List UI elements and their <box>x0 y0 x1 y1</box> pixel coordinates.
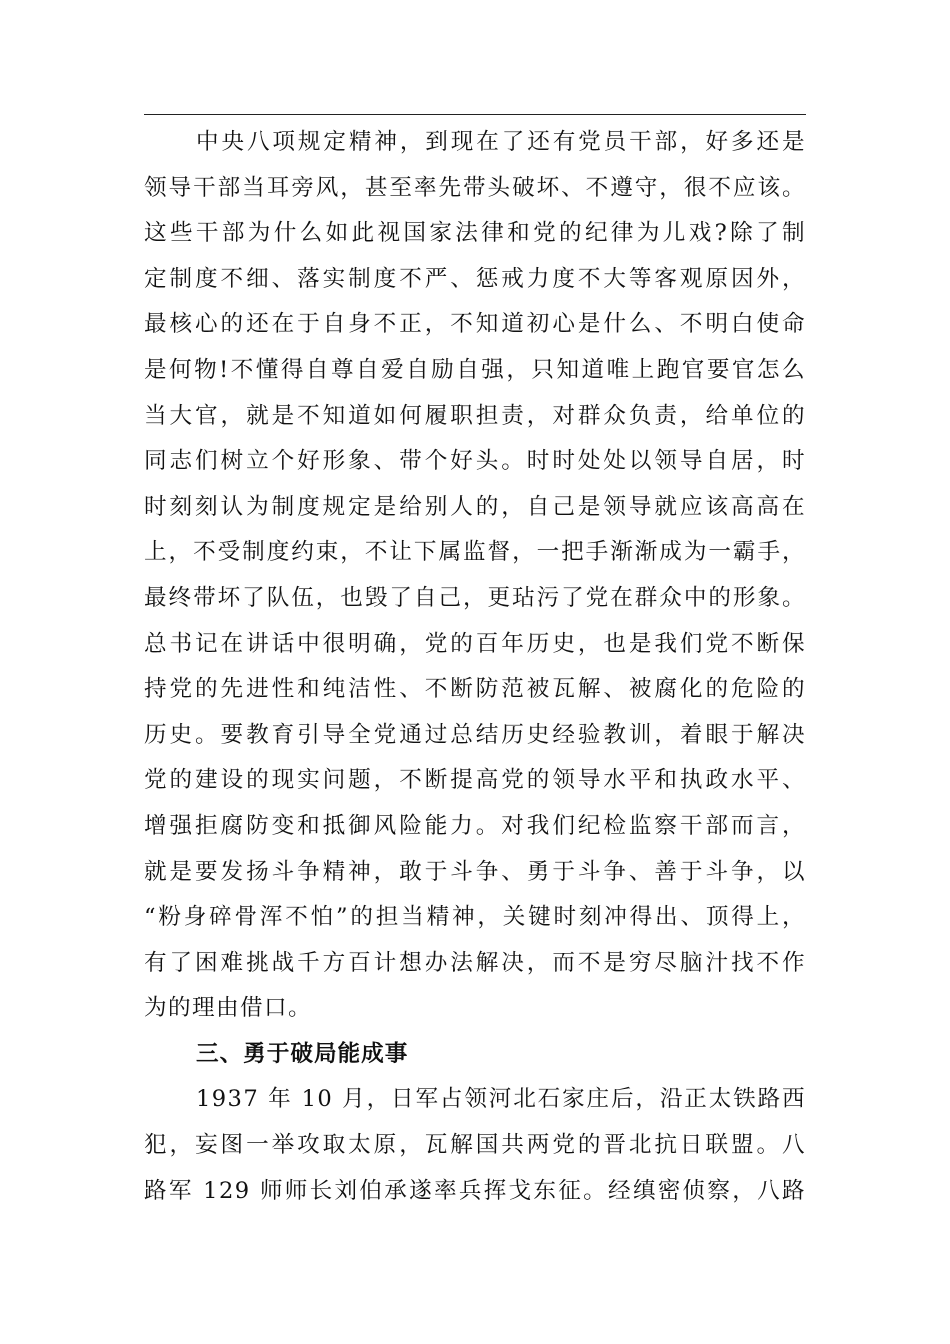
body-text <box>144 120 806 1214</box>
paragraph-line: 是何物!不懂得自尊自爱自励自强，只知道唯上跑官要官怎么 <box>144 356 806 383</box>
paragraph-line: 领导干部当耳旁风，甚至率先带头破坏、不遵守，很不应该。 <box>144 174 806 201</box>
paragraph-line: 最核心的还在于自身不正，不知道初心是什么、不明白使命 <box>144 311 806 338</box>
paragraph-line: 总书记在讲话中很明确，党的百年历史，也是我们党不断保 <box>144 630 806 657</box>
paragraph-line: 有了困难挑战千方百计想办法解决，而不是穷尽脑汁找不作 <box>144 949 806 976</box>
paragraph-line: 中央八项规定精神，到现在了还有党员干部，好多还是 <box>196 129 806 155</box>
paragraph-line: 犯，妄图一举攻取太原，瓦解国共两党的晋北抗日联盟。八 <box>144 1132 806 1159</box>
paragraph-line: 上，不受制度约束，不让下属监督，一把手渐渐成为一霸手， <box>144 539 806 566</box>
paragraph-line: 当大官，就是不知道如何履职担责，对群众负责，给单位的 <box>144 402 806 429</box>
paragraph-line: 为的理由借口。 <box>144 995 312 1022</box>
paragraph-line: 持党的先进性和纯洁性、不断防范被瓦解、被腐化的危险的 <box>144 676 806 703</box>
paragraph-line: 这些干部为什么如此视国家法律和党的纪律为儿戏?除了制 <box>144 220 806 247</box>
paragraph-line: 路军 129 师师长刘伯承遂率兵挥戈东征。经缜密侦察，八路 <box>144 1177 806 1204</box>
section-heading: 三、勇于破局能成事 <box>196 1040 409 1067</box>
paragraph-line: 最终带坏了队伍，也毁了自己，更玷污了党在群众中的形象。 <box>144 584 806 611</box>
paragraph-line: “粉身碎骨浑不怕”的担当精神，关键时刻冲得出、顶得上， <box>144 904 806 931</box>
paragraph-line: 同志们树立个好形象、带个好头。时时处处以领导自居，时 <box>144 448 806 475</box>
paragraph-line: 历史。要教育引导全党通过总结历史经验教训，着眼于解决 <box>144 721 806 748</box>
paragraph-line: 增强拒腐防变和抵御风险能力。对我们纪检监察干部而言， <box>144 812 806 839</box>
paragraph-line: 1937 年 10 月，日军占领河北石家庄后，沿正太铁路西 <box>196 1086 806 1113</box>
paragraph-line: 时刻刻认为制度规定是给别人的，自己是领导就应该高高在 <box>144 493 806 520</box>
paragraph-line: 党的建设的现实问题，不断提高党的领导水平和执政水平、 <box>144 767 806 794</box>
header-rule <box>144 114 806 115</box>
paragraph-line: 定制度不细、落实制度不严、惩戒力度不大等客观原因外， <box>144 265 806 292</box>
paragraph-line: 就是要发扬斗争精神，敢于斗争、勇于斗争、善于斗争，以 <box>144 858 806 885</box>
